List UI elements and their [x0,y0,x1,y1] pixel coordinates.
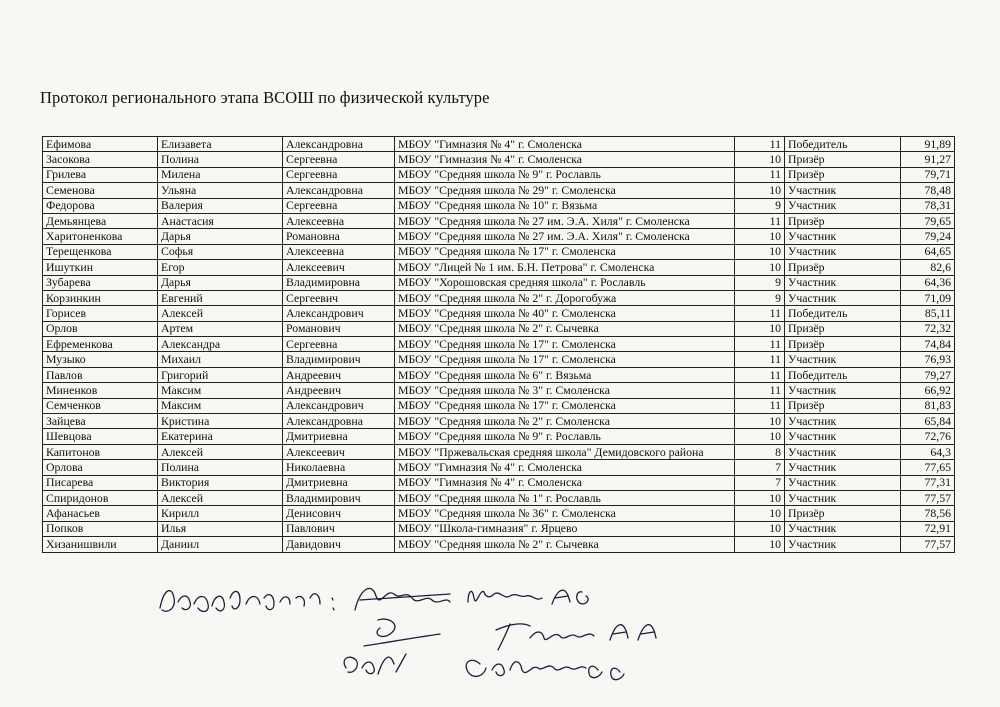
patronymic-cell: Алексеевна [283,213,395,228]
school-cell: МБОУ "Средняя школа № 36" г. Смоленска [395,506,735,521]
table-row [43,352,955,367]
school-cell: МБОУ "Гимназия № 4" г. Смоленска [395,152,735,167]
last-name-cell: Горисев [43,306,158,321]
first-name-cell: Анастасия [158,213,283,228]
table-row [43,306,955,321]
patronymic-cell: Павлович [283,521,395,536]
school-cell: МБОУ "Средняя школа № 27 им. Э.А. Хиля" г. Смоленска [395,213,735,228]
first-name-cell: Максим [158,383,283,398]
results-table [42,136,955,553]
signature-stroke [364,619,440,646]
patronymic-cell: Давидович [283,537,395,552]
status-cell: Участник [785,290,901,305]
last-name-cell: Ефимова [43,137,158,152]
score-cell: 66,92 [901,383,955,398]
status-cell: Призёр [785,213,901,228]
last-name-cell: Шевцова [43,429,158,444]
table-row [43,198,955,213]
grade-cell: 11 [735,367,785,382]
score-cell: 64,36 [901,275,955,290]
first-name-cell: Егор [158,260,283,275]
last-name-cell: Зубарева [43,275,158,290]
status-cell: Участник [785,490,901,505]
grade-cell: 11 [735,337,785,352]
first-name-cell: Дарья [158,275,283,290]
status-cell: Участник [785,414,901,429]
last-name-cell: Капитонов [43,444,158,459]
score-cell: 79,24 [901,229,955,244]
school-cell: МБОУ "Школа-гимназия" г. Ярцево [395,521,735,536]
patronymic-cell: Дмитриевна [283,429,395,444]
table-row [43,321,955,336]
patronymic-cell: Владимирович [283,490,395,505]
first-name-cell: Софья [158,244,283,259]
school-cell: МБОУ "Средняя школа № 27 им. Э.А. Хиля" г. Смоленска [395,229,735,244]
document-title: Протокол регионального этапа ВСОШ по физической культуре [40,88,490,107]
patronymic-cell: Сергеевич [283,290,395,305]
grade-cell: 10 [735,183,785,198]
grade-cell: 10 [735,152,785,167]
score-cell: 79,71 [901,167,955,182]
signature-stroke [160,591,320,612]
first-name-cell: Полина [158,460,283,475]
school-cell: МБОУ "Средняя школа № 17" г. Смоленска [395,352,735,367]
first-name-cell: Виктория [158,475,283,490]
score-cell: 71,09 [901,290,955,305]
patronymic-cell: Андреевич [283,367,395,382]
last-name-cell: Засокова [43,152,158,167]
first-name-cell: Алексей [158,490,283,505]
last-name-cell: Ишуткин [43,260,158,275]
school-cell: МБОУ "Средняя школа № 40" г. Смоленска [395,306,735,321]
table-row [43,290,955,305]
status-cell: Участник [785,460,901,475]
grade-cell: 7 [735,475,785,490]
score-cell: 77,65 [901,460,955,475]
score-cell: 64,65 [901,244,955,259]
table-row [43,260,955,275]
last-name-cell: Орлова [43,460,158,475]
school-cell: МБОУ "Средняя школа № 2" г. Дорогобужа [395,290,735,305]
patronymic-cell: Александрович [283,398,395,413]
patronymic-cell: Денисович [283,506,395,521]
table-row [43,167,955,182]
score-cell: 74,84 [901,337,955,352]
status-cell: Призёр [785,321,901,336]
last-name-cell: Корзинкин [43,290,158,305]
status-cell: Победитель [785,367,901,382]
grade-cell: 10 [735,321,785,336]
results-table-body [43,137,955,553]
grade-cell: 11 [735,137,785,152]
grade-cell: 11 [735,306,785,321]
grade-cell: 11 [735,352,785,367]
table-row [43,213,955,228]
school-cell: МБОУ "Средняя школа № 17" г. Смоленска [395,337,735,352]
score-cell: 79,65 [901,213,955,228]
first-name-cell: Ульяна [158,183,283,198]
grade-cell: 10 [735,260,785,275]
school-cell: МБОУ "Средняя школа № 1" г. Рославль [395,490,735,505]
last-name-cell: Грилева [43,167,158,182]
table-row [43,460,955,475]
grade-cell: 9 [735,198,785,213]
first-name-cell: Максим [158,398,283,413]
last-name-cell: Ефременкова [43,337,158,352]
status-cell: Участник [785,537,901,552]
status-cell: Участник [785,198,901,213]
school-cell: МБОУ "Средняя школа № 9" г. Рославль [395,167,735,182]
table-row [43,337,955,352]
status-cell: Призёр [785,152,901,167]
patronymic-cell: Сергеевна [283,198,395,213]
grade-cell: 10 [735,414,785,429]
first-name-cell: Кирилл [158,506,283,521]
score-cell: 72,76 [901,429,955,444]
patronymic-cell: Андреевич [283,383,395,398]
grade-cell: 10 [735,506,785,521]
score-cell: 85,11 [901,306,955,321]
status-cell: Участник [785,521,901,536]
score-cell: 82,6 [901,260,955,275]
grade-cell: 10 [735,537,785,552]
patronymic-cell: Николаевна [283,460,395,475]
score-cell: 65,84 [901,414,955,429]
grade-cell: 11 [735,398,785,413]
school-cell: МБОУ "Средняя школа № 17" г. Смоленска [395,398,735,413]
grade-cell: 11 [735,383,785,398]
first-name-cell: Милена [158,167,283,182]
status-cell: Победитель [785,137,901,152]
last-name-cell: Музыко [43,352,158,367]
status-cell: Победитель [785,306,901,321]
last-name-cell: Спиридонов [43,490,158,505]
grade-cell: 10 [735,429,785,444]
grade-cell: 11 [735,213,785,228]
patronymic-cell: Сергеевна [283,167,395,182]
patronymic-cell: Александровна [283,414,395,429]
score-cell: 91,27 [901,152,955,167]
school-cell: МБОУ "Средняя школа № 17" г. Смоленска [395,244,735,259]
signature-stroke [332,598,334,610]
table-row [43,444,955,459]
first-name-cell: Григорий [158,367,283,382]
first-name-cell: Кристина [158,414,283,429]
grade-cell: 10 [735,229,785,244]
last-name-cell: Зайцева [43,414,158,429]
signature-stroke [496,624,656,650]
handwritten-signatures [150,568,730,688]
grade-cell: 11 [735,167,785,182]
grade-cell: 10 [735,490,785,505]
score-cell: 77,31 [901,475,955,490]
signatures-image [150,568,730,688]
patronymic-cell: Александровна [283,137,395,152]
score-cell: 72,32 [901,321,955,336]
last-name-cell: Федорова [43,198,158,213]
first-name-cell: Полина [158,152,283,167]
school-cell: МБОУ "Средняя школа № 6" г. Вязьма [395,367,735,382]
table-row [43,475,955,490]
table-row [43,229,955,244]
last-name-cell: Попков [43,521,158,536]
table-row [43,137,955,152]
status-cell: Участник [785,229,901,244]
last-name-cell: Миненков [43,383,158,398]
patronymic-cell: Сергеевна [283,337,395,352]
first-name-cell: Валерия [158,198,283,213]
last-name-cell: Семченков [43,398,158,413]
table-row [43,244,955,259]
table-row [43,152,955,167]
patronymic-cell: Дмитриевна [283,475,395,490]
score-cell: 64,3 [901,444,955,459]
score-cell: 78,31 [901,198,955,213]
first-name-cell: Алексей [158,444,283,459]
status-cell: Призёр [785,506,901,521]
first-name-cell: Дарья [158,229,283,244]
grade-cell: 8 [735,444,785,459]
table-row [43,537,955,552]
first-name-cell: Елизавета [158,137,283,152]
first-name-cell: Илья [158,521,283,536]
patronymic-cell: Романович [283,321,395,336]
grade-cell: 10 [735,521,785,536]
school-cell: МБОУ "Гимназия № 4" г. Смоленска [395,475,735,490]
status-cell: Участник [785,383,901,398]
status-cell: Участник [785,244,901,259]
score-cell: 78,56 [901,506,955,521]
table-row [43,506,955,521]
patronymic-cell: Владимировна [283,275,395,290]
first-name-cell: Михаил [158,352,283,367]
status-cell: Участник [785,183,901,198]
first-name-cell: Александра [158,337,283,352]
patronymic-cell: Владимирович [283,352,395,367]
last-name-cell: Хизанишвили [43,537,158,552]
school-cell: МБОУ "Средняя школа № 9" г. Рославль [395,429,735,444]
school-cell: МБОУ "Пржевальская средняя школа" Демидовского района [395,444,735,459]
school-cell: МБОУ "Средняя школа № 3" г. Смоленска [395,383,735,398]
status-cell: Участник [785,429,901,444]
status-cell: Участник [785,475,901,490]
status-cell: Призёр [785,337,901,352]
table-row [43,521,955,536]
last-name-cell: Писарева [43,475,158,490]
status-cell: Участник [785,352,901,367]
table-row [43,490,955,505]
status-cell: Призёр [785,260,901,275]
grade-cell: 9 [735,290,785,305]
last-name-cell: Харитоненкова [43,229,158,244]
score-cell: 76,93 [901,352,955,367]
table-row [43,183,955,198]
score-cell: 79,27 [901,367,955,382]
patronymic-cell: Романовна [283,229,395,244]
last-name-cell: Афанасьев [43,506,158,521]
patronymic-cell: Сергеевна [283,152,395,167]
patronymic-cell: Александровна [283,183,395,198]
score-cell: 81,83 [901,398,955,413]
score-cell: 78,48 [901,183,955,198]
signature-stroke [466,660,624,679]
school-cell: МБОУ "Средняя школа № 2" г. Сычевка [395,537,735,552]
first-name-cell: Екатерина [158,429,283,444]
grade-cell: 10 [735,244,785,259]
patronymic-cell: Алексеевич [283,260,395,275]
last-name-cell: Терещенкова [43,244,158,259]
last-name-cell: Орлов [43,321,158,336]
first-name-cell: Алексей [158,306,283,321]
first-name-cell: Евгений [158,290,283,305]
grade-cell: 9 [735,275,785,290]
status-cell: Призёр [785,167,901,182]
score-cell: 77,57 [901,490,955,505]
score-cell: 77,57 [901,537,955,552]
school-cell: МБОУ "Хорошовская средняя школа" г. Рославль [395,275,735,290]
school-cell: МБОУ "Средняя школа № 29" г. Смоленска [395,183,735,198]
signature-stroke [468,590,588,604]
score-cell: 91,89 [901,137,955,152]
grade-cell: 7 [735,460,785,475]
last-name-cell: Семенова [43,183,158,198]
school-cell: МБОУ "Гимназия № 4" г. Смоленска [395,137,735,152]
status-cell: Участник [785,275,901,290]
table-row [43,398,955,413]
table-row [43,367,955,382]
school-cell: МБОУ "Гимназия № 4" г. Смоленска [395,460,735,475]
table-row [43,383,955,398]
signature-stroke [344,654,406,674]
patronymic-cell: Алексеевна [283,244,395,259]
school-cell: МБОУ "Средняя школа № 10" г. Вязьма [395,198,735,213]
last-name-cell: Демьянцева [43,213,158,228]
signature-stroke [355,588,450,610]
status-cell: Участник [785,444,901,459]
patronymic-cell: Александрович [283,306,395,321]
school-cell: МБОУ "Лицей № 1 им. Б.Н. Петрова" г. Смоленска [395,260,735,275]
score-cell: 72,91 [901,521,955,536]
table-row [43,275,955,290]
status-cell: Призёр [785,398,901,413]
first-name-cell: Артем [158,321,283,336]
table-row [43,429,955,444]
first-name-cell: Даниил [158,537,283,552]
patronymic-cell: Алексеевич [283,444,395,459]
school-cell: МБОУ "Средняя школа № 2" г. Сычевка [395,321,735,336]
table-row [43,414,955,429]
last-name-cell: Павлов [43,367,158,382]
school-cell: МБОУ "Средняя школа № 2" г. Смоленска [395,414,735,429]
